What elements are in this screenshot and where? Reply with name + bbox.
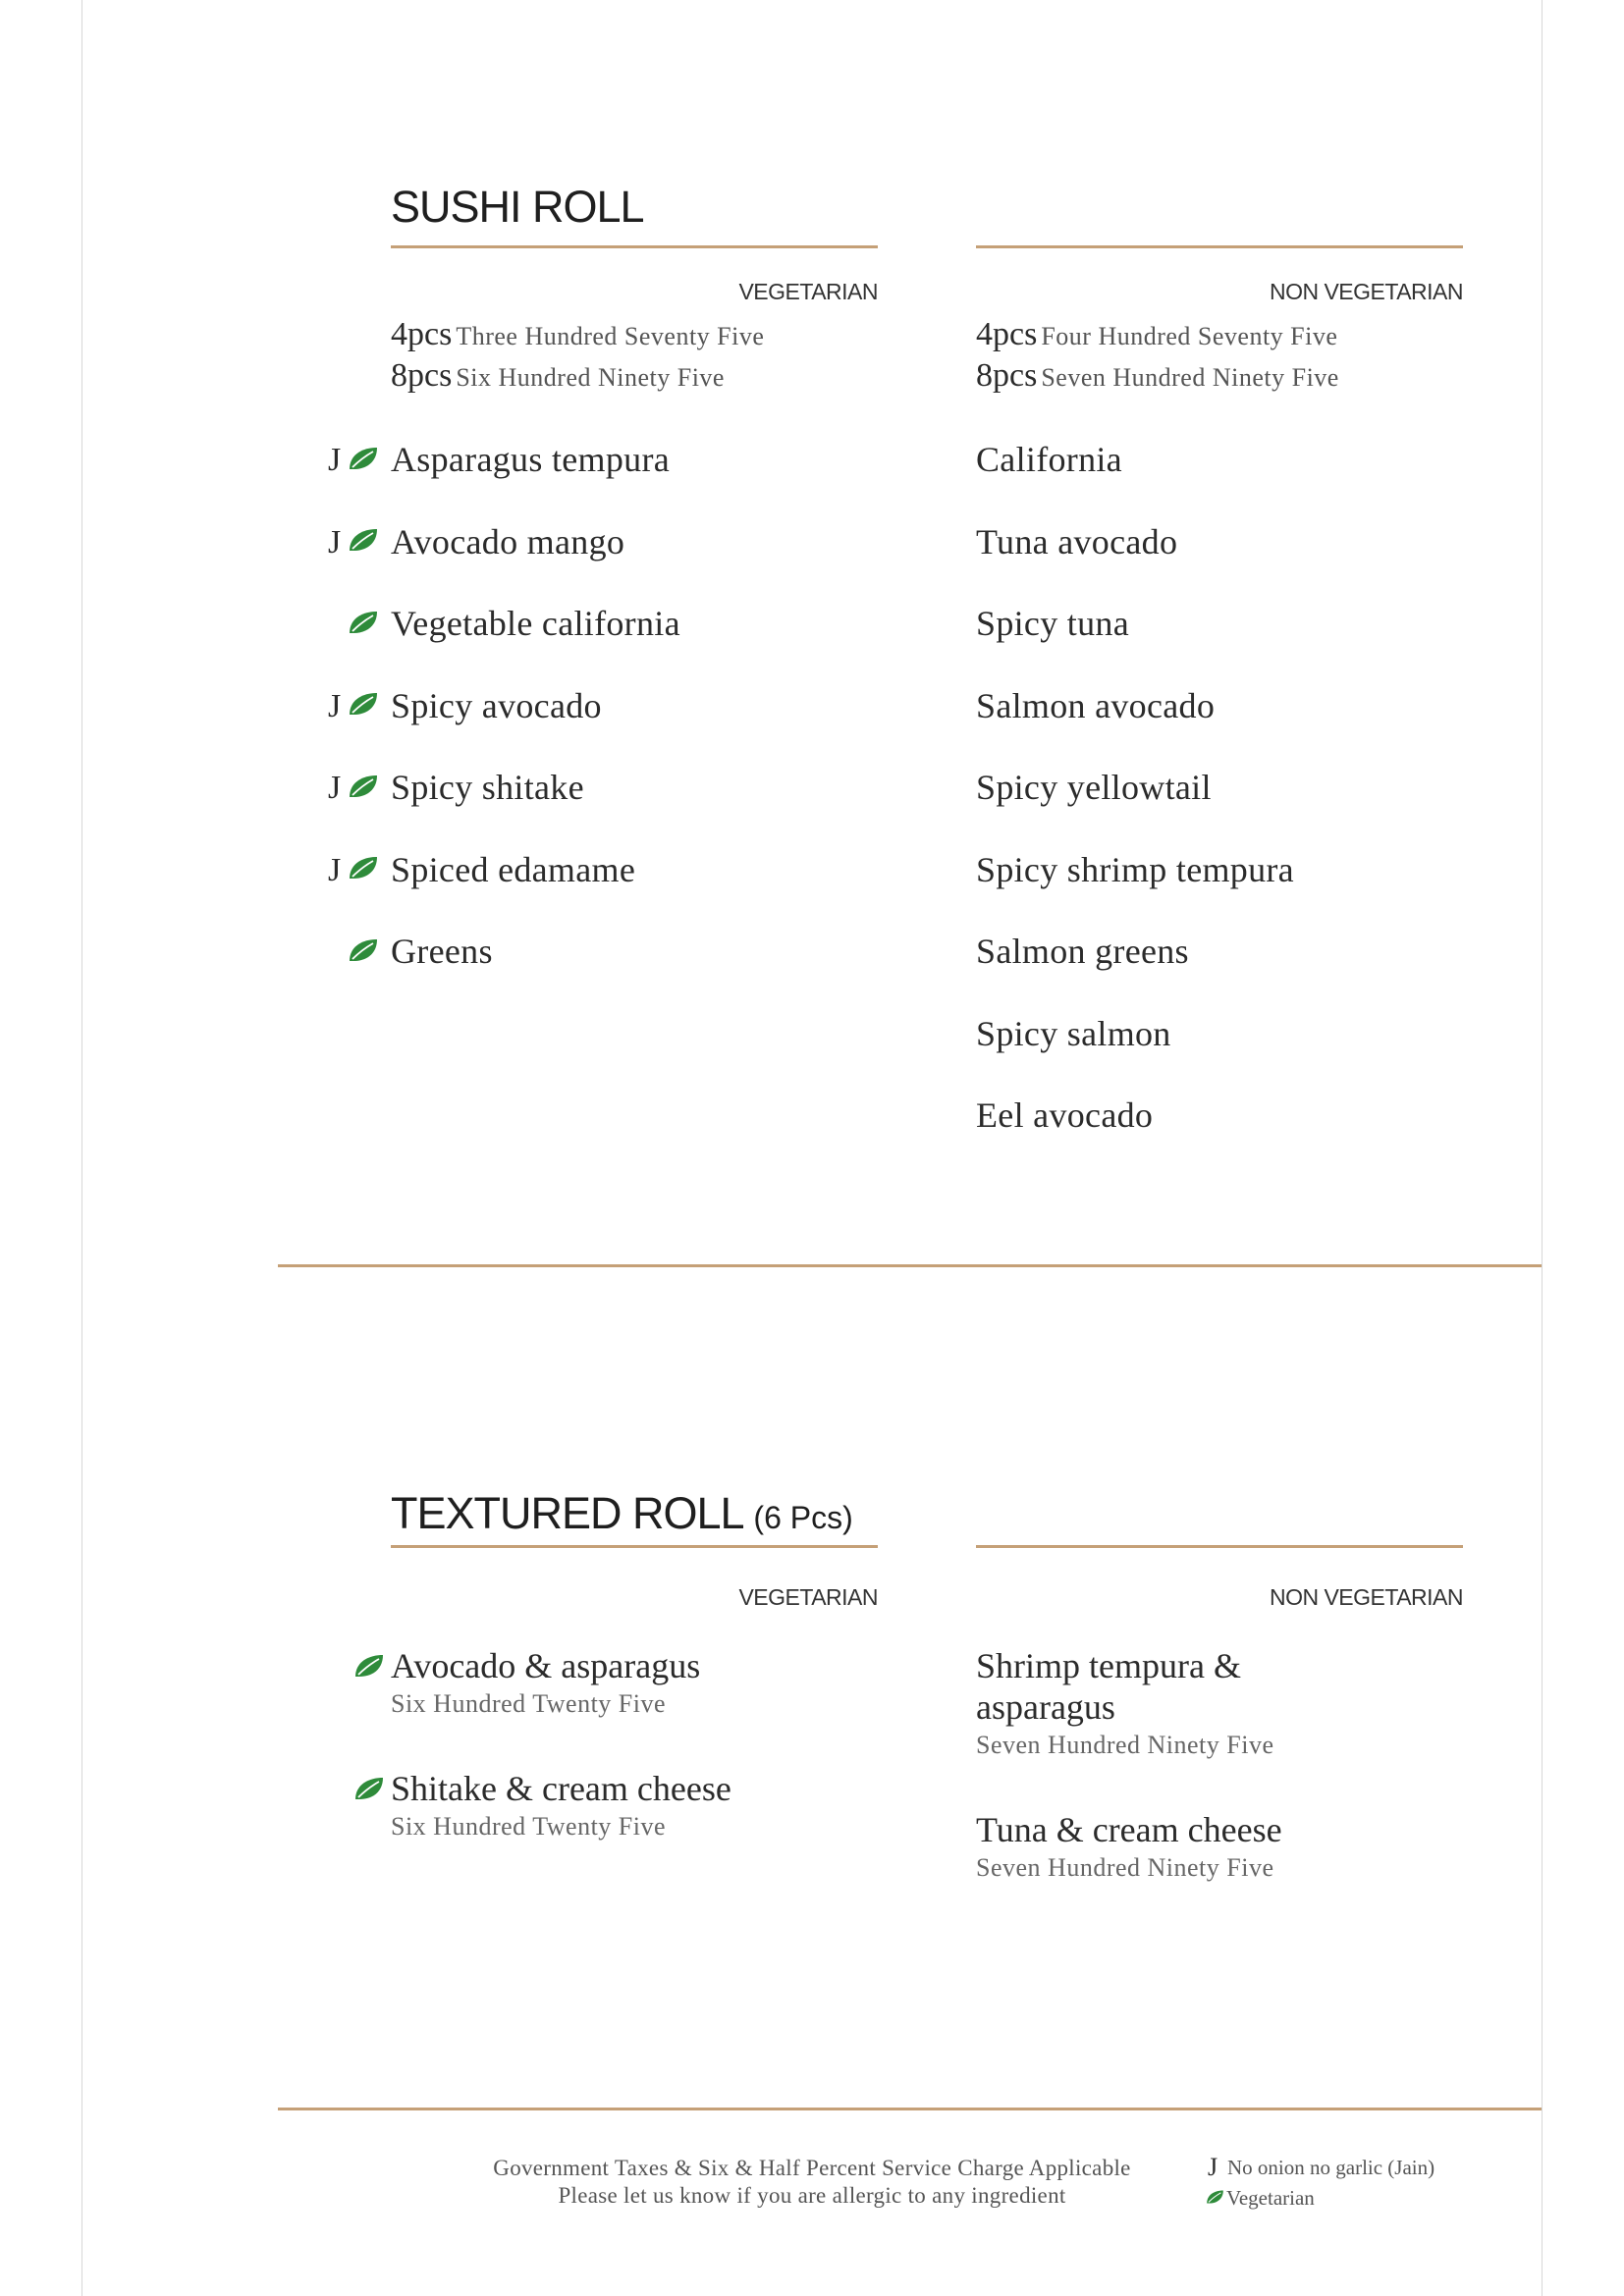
sushi-veg-rule xyxy=(391,245,878,248)
footer-notes xyxy=(439,2155,1185,2210)
jain-j-icon: J xyxy=(328,687,342,724)
sushi-veg-item: Vegetable california xyxy=(391,604,680,643)
veg-leaf-icon xyxy=(353,1771,385,1810)
sushi-nonveg-item: Spicy shrimp tempura xyxy=(976,849,1294,889)
veg-leaf-icon xyxy=(348,691,379,721)
textured-nonveg-item: Shrimp tempura & asparagus Seven Hundred Ninety Five xyxy=(976,1646,1274,1759)
sushi-nonveg-item: Tuna avocado xyxy=(976,521,1178,561)
sushi-nonveg-rule xyxy=(976,245,1463,248)
sushi-veg-item: Asparagus tempura xyxy=(391,440,671,479)
sushi-nonveg-item: Spicy yellowtail xyxy=(976,768,1212,807)
sushi-veg-item: Avocado mango xyxy=(391,521,625,561)
veg-leaf-icon xyxy=(353,1648,385,1687)
sushi-veg-item: Greens xyxy=(391,932,493,971)
sushi-nonveg-label: NON VEGETARIAN xyxy=(1269,279,1463,304)
jain-j-icon: J xyxy=(328,770,342,806)
dietary-marks xyxy=(328,605,379,644)
page-border-right xyxy=(1542,0,1543,2296)
textured-veg-item: Avocado & asparagus Six Hundred Twenty Five xyxy=(391,1646,701,1718)
sushi-nonveg-item: Salmon avocado xyxy=(976,685,1216,725)
veg-leaf-icon xyxy=(348,937,379,968)
veg-leaf-icon xyxy=(348,855,379,885)
jain-j-icon: J xyxy=(328,523,342,561)
legend-jain: J No onion no garlic (Jain) xyxy=(1208,2153,1435,2181)
veg-leaf-icon xyxy=(348,446,379,476)
dietary-marks xyxy=(328,523,379,562)
sushi-veg-item: Spicy avocado xyxy=(391,685,602,725)
sushi-nonveg-item: Spicy tuna xyxy=(976,604,1129,643)
veg-leaf-icon xyxy=(348,527,379,558)
jain-j-icon: J xyxy=(328,851,342,888)
footer-allergy-note: Please let us know if you are allergic to any ingredient xyxy=(558,2183,1066,2208)
textured-veg-item: Shitake & cream cheese Six Hundred Twenty Five xyxy=(391,1769,731,1841)
sushi-nonveg-item: Eel avocado xyxy=(976,1095,1154,1135)
textured-veg-label: VEGETARIAN xyxy=(738,1584,878,1610)
sushi-veg-price-4pcs: 4pcs Three Hundred Seventy Five xyxy=(391,316,765,352)
dietary-marks xyxy=(328,769,379,808)
textured-roll-title: TEXTURED ROLL (6 Pcs) xyxy=(391,1488,853,1538)
footer-divider xyxy=(278,2108,1542,2110)
textured-veg-rule xyxy=(391,1545,878,1548)
sushi-roll-title: SUSHI ROLL xyxy=(391,182,644,232)
textured-nonveg-rule xyxy=(976,1545,1463,1548)
sushi-veg-label: VEGETARIAN xyxy=(738,279,878,304)
sushi-nonveg-item: Salmon greens xyxy=(976,932,1189,971)
veg-leaf-icon xyxy=(348,610,379,640)
textured-nonveg-item: Tuna & cream cheese Seven Hundred Ninety Five xyxy=(976,1810,1282,1882)
legend-vegetarian: Vegetarian xyxy=(1206,2186,1315,2211)
textured-roll-subtitle: (6 Pcs) xyxy=(753,1500,853,1535)
dietary-marks xyxy=(328,851,379,890)
jain-j-icon: J xyxy=(1208,2153,1218,2181)
sushi-nonveg-price-4pcs: 4pcs Four Hundred Seventy Five xyxy=(976,316,1338,352)
section-divider xyxy=(278,1264,1542,1267)
page-border-left xyxy=(81,0,82,2296)
sushi-veg-price-8pcs: 8pcs Six Hundred Ninety Five xyxy=(391,357,725,394)
dietary-marks xyxy=(328,933,379,972)
sushi-veg-item: Spicy shitake xyxy=(391,768,584,807)
sushi-nonveg-item: Spicy salmon xyxy=(976,1013,1171,1053)
dietary-marks xyxy=(328,441,379,480)
veg-leaf-icon xyxy=(348,774,379,804)
footer-tax-note: Government Taxes & Six & Half Percent Service Charge Applicable xyxy=(493,2156,1131,2180)
sushi-veg-item: Spiced edamame xyxy=(391,849,636,889)
textured-nonveg-label: NON VEGETARIAN xyxy=(1269,1584,1463,1610)
veg-leaf-icon xyxy=(1206,2186,1224,2211)
jain-j-icon: J xyxy=(328,442,342,478)
dietary-marks xyxy=(328,687,379,726)
sushi-nonveg-price-8pcs: 8pcs Seven Hundred Ninety Five xyxy=(976,357,1339,394)
sushi-nonveg-item: California xyxy=(976,440,1122,479)
